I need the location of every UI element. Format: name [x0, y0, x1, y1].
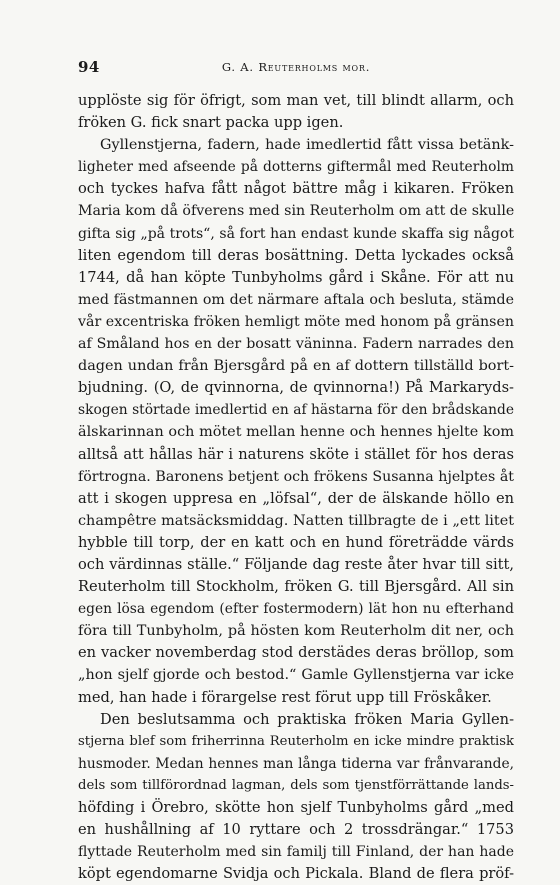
text-line: att i skogen uppresa en „löfsal“, der de älskande höllo en: [78, 489, 514, 507]
text-line: „hon sjelf gjorde och bestod.“ Gamle Gyllenstjerna var icke: [78, 667, 514, 684]
text-line: köpt egendomarne Svidja och Pickala. Bland de flera pröf-: [78, 865, 514, 883]
text-line: husmoder. Medan hennes man långa tiderna var frånvarande,: [78, 755, 514, 772]
text-line: förtrogna. Baronens betjent och frökens Susanna hjelptes åt: [78, 468, 514, 485]
text-line: och tyckes hafva fått något bättre måg i kikaren. Fröken: [78, 180, 514, 198]
text-line: Gyllenstjerna, fadern, hade imedlertid fått vissa betänk-: [100, 137, 514, 154]
text-line: dagen undan från Bjersgård på en af dottern tillställd bort-: [78, 358, 514, 375]
text-line: champêtre matsäcksmiddag. Natten tillbragte de i „ett litet: [78, 512, 514, 529]
text-line: fröken G. fick snart packa upp igen.: [78, 114, 344, 132]
text-line: föra till Tunbyholm, på hösten kom Reuterholm dit ner, och: [78, 623, 514, 640]
text-line: dels som tillförordnad lagman, dels som tjenstförrättande lands-: [78, 777, 514, 793]
text-line: Den beslutsamma och praktiska fröken Maria Gyllen-: [100, 710, 514, 728]
text-line: liten egendom till deras bosättning. Detta lyckades också: [78, 246, 514, 264]
text-line: en hushållning af 10 ryttare och 2 trossdrängar.“ 1753: [78, 821, 514, 839]
text-line: med fästmannen om det närmare aftala och besluta, stämde: [78, 291, 514, 308]
text-line: älskarinnan och mötet mellan henne och hennes hjelte kom: [78, 424, 514, 441]
text-line: alltså att hållas här i naturens sköte i stället för hos deras: [78, 445, 514, 463]
text-line: stjerna blef som friherrinna Reuterholm en icke mindre praktisk: [78, 733, 514, 749]
text-line: gifta sig „på trots“, så fort han endast kunde skaffa sig något: [78, 225, 514, 242]
text-line: hybble till torp, der en katt och en hund företrädde värds: [78, 533, 514, 551]
text-line: upplöste sig för öfrigt, som man vet, till blindt allarm, och: [78, 92, 514, 109]
text-line: Reuterholm till Stockholm, fröken G. till Bjersgård. All sin: [78, 578, 514, 596]
text-line: vår excentriska fröken hemligt möte med honom på gränsen: [78, 313, 514, 330]
text-line: flyttade Reuterholm med sin familj till Finland, der han hade: [78, 844, 514, 861]
page-number: 94: [78, 58, 100, 76]
text-line: skogen störtade imedlertid en af hästarna för den brådskande: [78, 402, 514, 419]
body-text: [78, 90, 514, 885]
text-line: ligheter med afseende på dotterns giftermål med Reuterholm: [78, 159, 514, 176]
text-line: egen lösa egendom (efter fostermodern) lät hon nu efterhand: [78, 601, 514, 618]
text-line: och värdinnas ställe.“ Följande dag reste åter hvar till sitt,: [78, 555, 514, 573]
text-line: af Småland hos en der bosatt väninna. Fadern narrades den: [78, 336, 514, 353]
running-head: G. A. Reuterholms mor.: [221, 60, 371, 74]
page-header: [78, 58, 514, 78]
text-line: med, han hade i förargelse rest förut upp till Fröskåker.: [78, 688, 492, 706]
text-line: 1744, då han köpte Tunbyholms gård i Skåne. För att nu: [78, 268, 514, 286]
text-line: höfding i Örebro, skötte hon sjelf Tunbyholms gård „med: [78, 799, 514, 816]
text-line: en vacker novemberdag stod derstädes deras bröllop, som: [78, 644, 514, 662]
text-line: bjudning. (O, de qvinnorna, de qvinnorna!) På Markaryds-: [78, 379, 514, 397]
text-line: Maria kom då öfverens med sin Reuterholm om att de skulle: [78, 203, 514, 220]
